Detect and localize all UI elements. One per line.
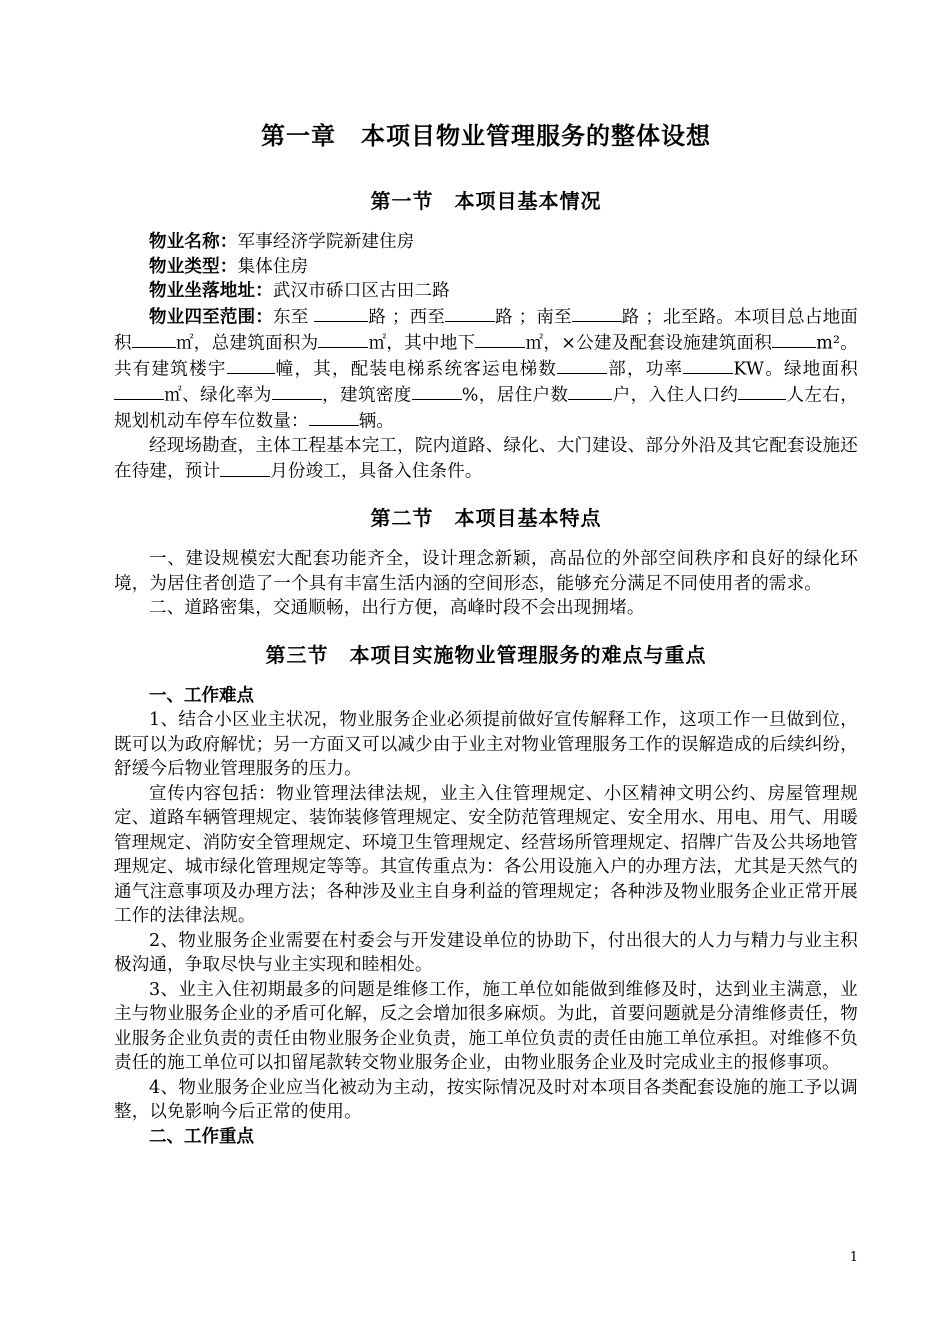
property-type-line [114, 255, 858, 280]
difficulty-paragraph-4: 4、物业服务企业应当化被动为主动，按实际情况及时对本项目各类配套设施的施工予以调整，以免影响今后正常的使用。 [114, 1077, 858, 1122]
blank-field [568, 382, 612, 401]
scope-text: ㎡，×公建及配套设施建筑面积 [525, 333, 773, 353]
property-name-line [114, 230, 858, 255]
blank-field [445, 304, 495, 323]
blank-field [114, 382, 164, 401]
property-name-label: 物业名称： [149, 232, 238, 252]
property-scope-paragraph [114, 304, 858, 434]
property-scope-label: 物业四至范围： [149, 307, 274, 327]
section-1-heading: 第一节 本项目基本情况 [370, 189, 602, 213]
publicity-paragraph: 宣传内容包括：物业管理法律法规，业主入住管理规定、小区精神文明公约、房屋管理规定、道路车辆管理规定、装饰装修管理规定、安全防范管理规定、安全用水、用电、用气、用暖管理规定、消防安全管理规定、环境卫生管理规定、经营场所管理规定、招牌广告及公共场地管理规定、城市绿化管理规定等等。其宣传重点为：各公用设施入户的办理方法，尤其是天然气的通气注意事项及办理方法；各种涉及业主自身利益的管理规定；各种涉及物业服务企业正常开展工作的法律法规。 [114, 783, 858, 926]
spacer [114, 484, 858, 502]
spacer [114, 621, 858, 639]
property-address-label: 物业坐落地址： [149, 281, 273, 301]
scope-text: 幢，其，配装电梯系统客运电梯数 [274, 359, 558, 379]
property-type-value: 集体住房 [237, 256, 309, 277]
blank-field [683, 356, 733, 375]
blank-field [309, 408, 359, 427]
blank-field [772, 330, 816, 349]
page-number: 1 [849, 1250, 858, 1265]
blank-field [227, 356, 275, 375]
chapter-title: 第一章 本项目物业管理服务的整体设想 [261, 122, 711, 150]
page-content [114, 116, 858, 1149]
subheading-difficulties: 一、工作难点 [149, 685, 254, 706]
blank-field [557, 356, 607, 375]
survey-text: 经现场勘查，主体工程基本完工，院内道路、绿化、大门建设、部分外沿及其它配套设施还在待建，预计 [114, 435, 858, 482]
blank-field [132, 330, 176, 349]
scope-text: 路 ；南至 [495, 307, 572, 327]
scope-text: 人左右，规划机动车停车位数量： [114, 385, 859, 431]
scope-text: 东至 [273, 307, 309, 327]
scope-text: %，居住户数 [461, 385, 569, 405]
scope-text: 户，入住人口约 [612, 385, 739, 405]
scope-text: 路 ；西至 [368, 307, 446, 327]
feature-paragraph-2: 二、道路密集，交通顺畅，出行方便，高峰时段不会出现拥堵。 [149, 598, 645, 618]
blank-field [412, 382, 462, 401]
scope-text: m²。共有建筑楼宇 [114, 333, 859, 379]
difficulty-paragraph-3: 3、业主入住初期最多的问题是维修工作，施工单位如能做到维修及时，达到业主满意，业主与物业服务企业的矛盾可化解，反之会增加很多麻烦。为此，首要问题就是分清维修责任，物业服务企业负责的责任由物业服务企业负责，施工单位负责的责任由施工单位承担。对维修不负责任的施工单位可以扣留尾款转交物业服务企业，由物业服务企业及时完成业主的报修事项。 [114, 979, 858, 1073]
scope-text: 路 ；北至路。本项目总占地面积 [114, 307, 859, 353]
scope-text: 部，功率 [607, 359, 684, 379]
property-type-label: 物业类型： [149, 256, 238, 277]
blank-field [272, 382, 322, 401]
section-3-heading: 第三节 本项目实施物业管理服务的难点与重点 [265, 642, 707, 667]
scope-text: 辆。 [358, 411, 395, 431]
scope-text: ㎡、绿化率为 [164, 385, 272, 405]
blank-field [738, 382, 786, 401]
blank-field [475, 330, 525, 349]
scope-text: ㎡，总建筑面积为 [175, 333, 319, 353]
property-address-value: 武汉市硚口区古田二路 [272, 281, 450, 301]
section-2-heading: 第二节 本项目基本特点 [370, 506, 602, 530]
scope-text: ，建筑密度 [321, 385, 412, 405]
survey-text: 月份竣工，具备入住条件。 [270, 461, 483, 482]
difficulty-paragraph-2: 2、物业服务企业需要在村委会与开发建设单位的协助下，付出很大的人力与精力与业主积极沟通，争取尽快与业主实现和睦相处。 [114, 930, 858, 975]
subheading-key-points: 二、工作重点 [149, 1126, 254, 1147]
blank-field [220, 458, 270, 477]
difficulty-paragraph-1: 1、结合小区业主状况，物业服务企业必须提前做好宣传解释工作，这项工作一旦做到位，既可以为政府解忧；另一方面又可以减少由于业主对物业管理服务工作的误解造成的后续纠纷，舒缓今后物业管理服务的压力。 [114, 710, 858, 779]
feature-paragraph-1: 一、建设规模宏大配套功能齐全，设计理念新颖，高品位的外部空间秩序和良好的绿化环境，为居住者创造了一个具有丰富生活内涵的空间形态，能够充分满足不同使用者的需求。 [114, 549, 858, 594]
site-survey-paragraph [114, 434, 858, 485]
blank-field [314, 304, 368, 323]
scope-text: KW。绿地面积 [733, 359, 858, 379]
property-name-value: 军事经济学院新建住房 [237, 232, 415, 252]
blank-field [318, 330, 368, 349]
property-address-line [114, 279, 858, 304]
scope-text: ㎡，其中地下 [368, 333, 476, 353]
blank-field [572, 304, 622, 323]
